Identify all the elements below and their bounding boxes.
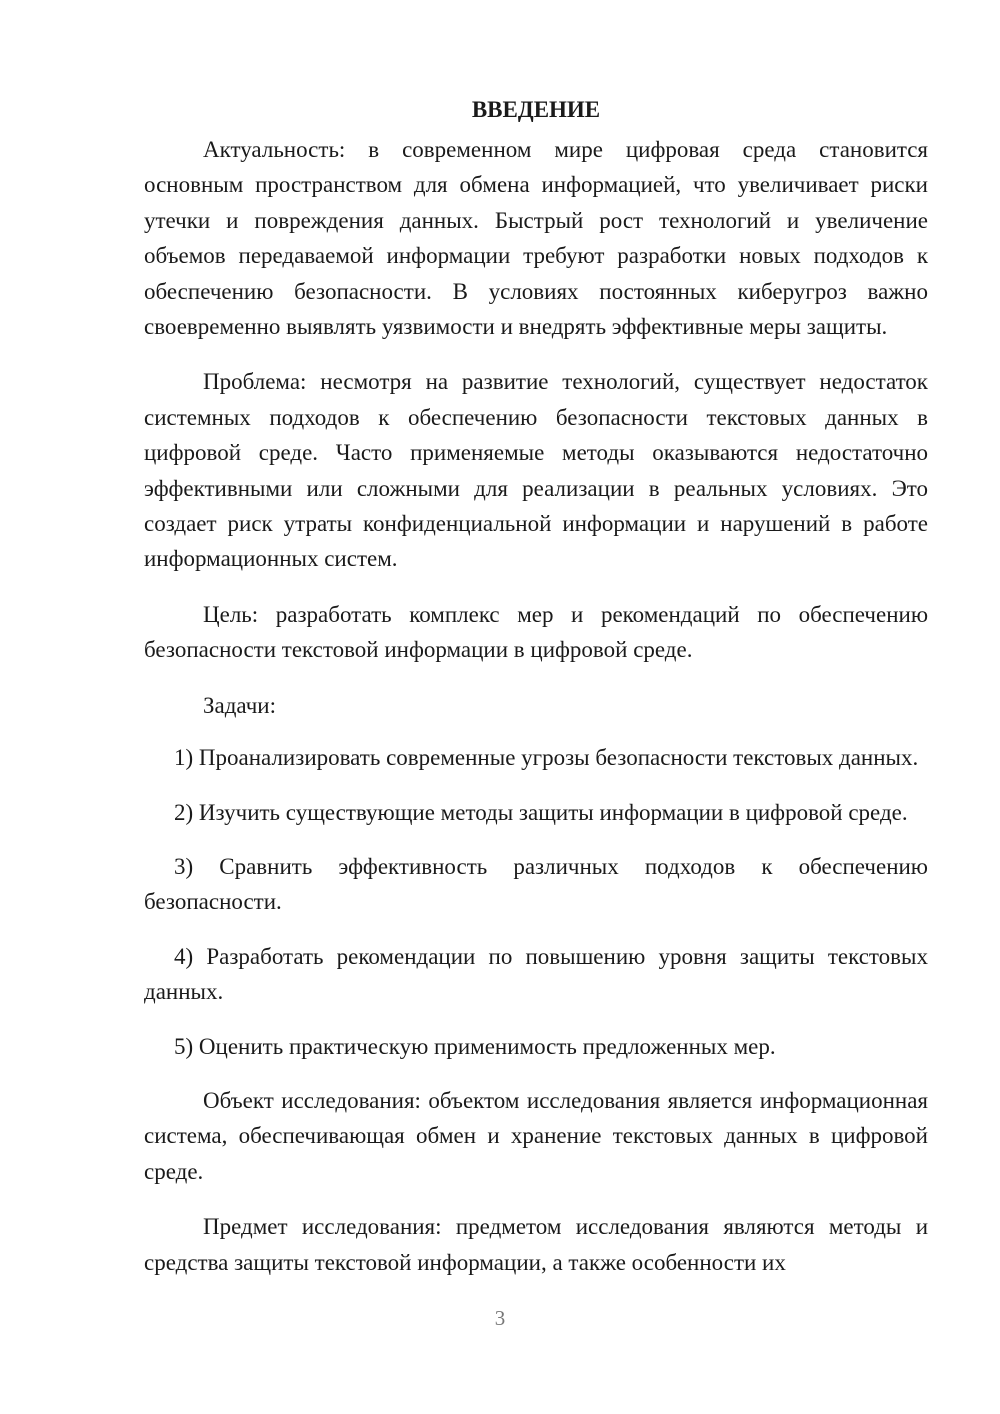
list-item: 2) Изучить существующие методы защиты информации в цифровой среде.	[174, 799, 908, 825]
section-heading: ВВЕДЕНИЕ	[471, 97, 601, 122]
list-item: 4) Разработать рекомендации по повышению уровня защиты текстовых данных.	[144, 943, 928, 1005]
paragraph-problem: Проблема: несмотря на развитие технологий, существует недостаток системных подходов к обеспечению безопасности текстовых данных в цифровой среде. Часто применяемые методы оказываются недостаточно эффективными или сложными для реализации в реальных условиях. Это создает риск утраты конфиденциальной информации и нарушений в работе информационных систем.	[144, 369, 928, 572]
page-number: 3	[494, 1306, 506, 1330]
list-item: 5) Оценить практическую применимость предложенных мер.	[174, 1033, 776, 1059]
tasks-list	[144, 740, 928, 1064]
paragraph-object: Объект исследования: объектом исследования является информационная система, обеспечивающая обмен и хранение текстовых данных в цифровой среде.	[144, 1087, 928, 1184]
tasks-label: Задачи:	[203, 692, 276, 718]
paragraph-subject: Предмет исследования: предметом исследования являются методы и средства защиты текстовой информации, а также особенности их	[144, 1214, 928, 1275]
list-item: 1) Проанализировать современные угрозы безопасности текстовых данных.	[174, 745, 919, 771]
paragraph-goal: Цель: разработать комплекс мер и рекомендаций по обеспечению безопасности текстовой информации в цифровой среде.	[144, 601, 928, 663]
paragraph-relevance: Актуальность: в современном мире цифровая среда становится основным пространством для обмена информацией, что увеличивает риски утечки и повреждения данных. Быстрый рост технологий и увеличение объемов передаваемой информации требуют разработки новых подходов к обеспечению безопасности. В условиях постоянных киберугроз важно своевременно выявлять уязвимости и внедрять эффективные меры защиты.	[144, 137, 928, 340]
document-page	[144, 92, 928, 1300]
list-item: 3) Сравнить эффективность различных подходов к обеспечению безопасности.	[144, 853, 928, 915]
